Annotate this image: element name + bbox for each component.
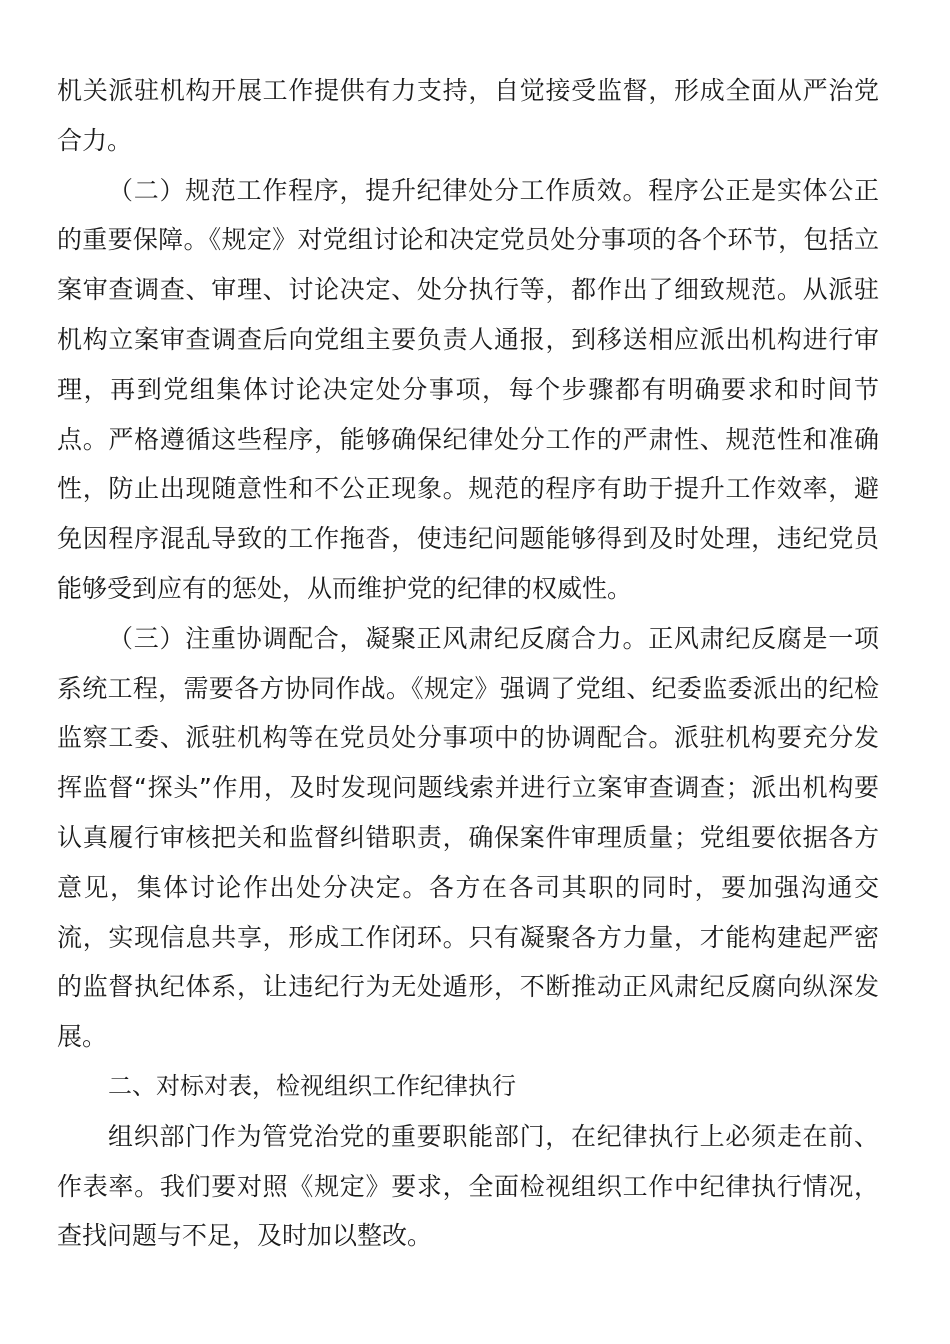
document-page: [57, 66, 879, 1261]
paragraph-section-three: （三）注重协调配合，凝聚正风肃纪反腐合力。正风肃纪反腐是一项系统工程，需要各方协同作战。《规定》强调了党组、纪委监委派出的纪检监察工委、派驻机构等在党员处分事项中的协调配合。派驻机构要充分发挥监督“探头”作用，及时发现问题线索并进行立案审查调查；派出机构要认真履行审核把关和监督纠错职责，确保案件审理质量；党组要依据各方意见，集体讨论作出处分决定。各方在各司其职的同时，要加强沟通交流，实现信息共享，形成工作闭环。只有凝聚各方力量，才能构建起严密的监督执纪体系，让违纪行为无处遁形，不断推动正风肃纪反腐向纵深发展。: [57, 623, 879, 1052]
paragraph-continuation: 机关派驻机构开展工作提供有力支持，自觉接受监督，形成全面从严治党合力。: [57, 76, 879, 155]
paragraph-section-two: （二）规范工作程序，提升纪律处分工作质效。程序公正是实体公正的重要保障。《规定》对党组讨论和决定党员处分事项的各个环节，包括立案审查调查、审理、讨论决定、处分执行等，都作出了细致规范。从派驻机构立案审查调查后向党组主要负责人通报，到移送相应派出机构进行审理，再到党组集体讨论决定处分事项，每个步骤都有明确要求和时间节点。严格遵循这些程序，能够确保纪律处分工作的严肃性、规范性和准确性，防止出现随意性和不公正现象。规范的程序有助于提升工作效率，避免因程序混乱导致的工作拖沓，使违纪问题能够得到及时处理，违纪党员能够受到应有的惩处，从而维护党的纪律的权威性。: [57, 175, 879, 603]
section-heading: 二、对标对表，检视组织工作纪律执行: [108, 1071, 516, 1100]
paragraph-organization-department: 组织部门作为管党治党的重要职能部门，在纪律执行上必须走在前、作表率。我们要对照《规定》要求，全面检视组织工作中纪律执行情况，查找问题与不足，及时加以整改。: [57, 1121, 879, 1251]
